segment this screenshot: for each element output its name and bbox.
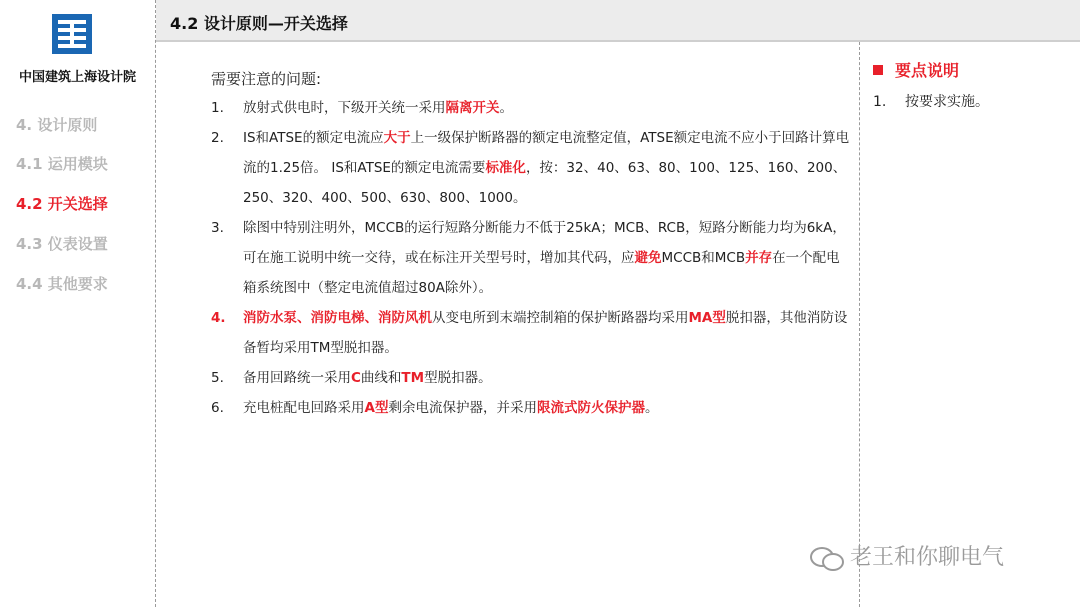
item-text: 充电桩配电回路采用 — [243, 400, 365, 416]
company-logo — [52, 14, 92, 54]
item-text: 曲线和 — [360, 370, 402, 386]
sidebar-divider — [155, 0, 156, 607]
highlight-text: 消防水泵、消防电梯、消防风机 — [243, 310, 432, 326]
item-text: 剩余电流保护器，并采用 — [388, 400, 537, 416]
highlight-text: 避免 — [634, 250, 662, 266]
item-number: 2. — [211, 130, 224, 146]
page-header — [156, 0, 1080, 42]
nav-item-other-requirements[interactable]: 4.4 其他要求 — [16, 275, 108, 293]
main-content — [211, 68, 851, 423]
list-item-2 — [211, 123, 851, 213]
wechat-icon — [810, 545, 844, 571]
list-item-5 — [211, 363, 851, 393]
watermark — [810, 540, 1004, 571]
item-text: 。 — [499, 100, 513, 116]
item-number: 6. — [211, 400, 224, 416]
list-item-3 — [211, 213, 851, 303]
item-number: 4. — [211, 310, 226, 326]
highlight-text: 并存 — [745, 250, 773, 266]
key-point-number: 1. — [873, 94, 887, 110]
item-number: 3. — [211, 220, 224, 236]
highlight-text: 大于 — [383, 130, 411, 146]
item-text: 型脱扣器。 — [424, 370, 492, 386]
highlight-text: MA型 — [688, 310, 726, 326]
square-bullet-icon — [873, 65, 883, 75]
item-text: 在一个配电箱系统图中（整定电流值超过80A除外）。 — [243, 250, 840, 296]
item-text: 上一级保护断路器的额定电流整定值，ATSE额定电流不应小于回路计算电流的1.25倍。 IS和ATSE的额定电流需要 — [243, 130, 850, 176]
item-number: 1. — [211, 100, 224, 116]
item-text: 放射式供电时，下级开关统一采用 — [243, 100, 446, 116]
item-text: ，按：32、40、63、80、100、125、160、200、250、320、400、500、630、800、1000。 — [243, 160, 847, 206]
item-text: IS和ATSE的额定电流应 — [243, 130, 384, 146]
highlight-text: TM — [401, 370, 425, 386]
key-points-title-text: 要点说明 — [895, 61, 960, 80]
nav-item-modules[interactable]: 4.1 运用模块 — [16, 155, 108, 173]
key-point-text: 按要求实施。 — [905, 94, 989, 110]
item-text: 脱扣器，其他消防设备暂均采用TM型脱扣器。 — [243, 310, 848, 356]
nav-item-meter-settings[interactable]: 4.3 仪表设置 — [16, 235, 108, 253]
item-text: 备用回路统一采用 — [243, 370, 351, 386]
item-text: MCCB和MCB — [661, 250, 746, 266]
nav-item-switch-selection[interactable]: 4.2 开关选择 — [16, 195, 108, 213]
sidebar — [0, 0, 155, 607]
list-item-1 — [211, 93, 851, 123]
highlight-text: 隔离开关 — [445, 100, 500, 116]
item-text: 从变电所到末端控制箱的保护断路器均采用 — [432, 310, 689, 326]
page-title: 4.2 设计原则—开关选择 — [170, 14, 348, 33]
notes-divider — [859, 42, 860, 607]
key-point-item — [873, 91, 1073, 111]
key-points-panel — [873, 58, 1073, 111]
org-name: 中国建筑上海设计院 — [18, 70, 136, 85]
highlight-text: C — [351, 370, 361, 386]
nav-item-design-principles[interactable]: 4. 设计原则 — [16, 116, 98, 134]
highlight-text: A型 — [364, 400, 389, 416]
list-item-4 — [211, 303, 851, 363]
highlight-text: 标准化 — [485, 160, 526, 176]
highlight-text: 限流式防火保护器 — [536, 400, 645, 416]
intro-text: 需要注意的问题: — [211, 70, 322, 88]
list-item-6 — [211, 393, 851, 423]
item-text: 。 — [644, 400, 659, 416]
item-number: 5. — [211, 370, 224, 386]
item-text: 除图中特别注明外，MCCB的运行短路分断能力不低于25kA；MCB、RCB，短路分断能力均为6kA，可在施工说明中统一交待，或在标注开关型号时，增加其代码，应 — [243, 220, 846, 266]
key-points-title — [873, 58, 1073, 81]
watermark-text: 老王和你聊电气 — [850, 545, 1005, 570]
